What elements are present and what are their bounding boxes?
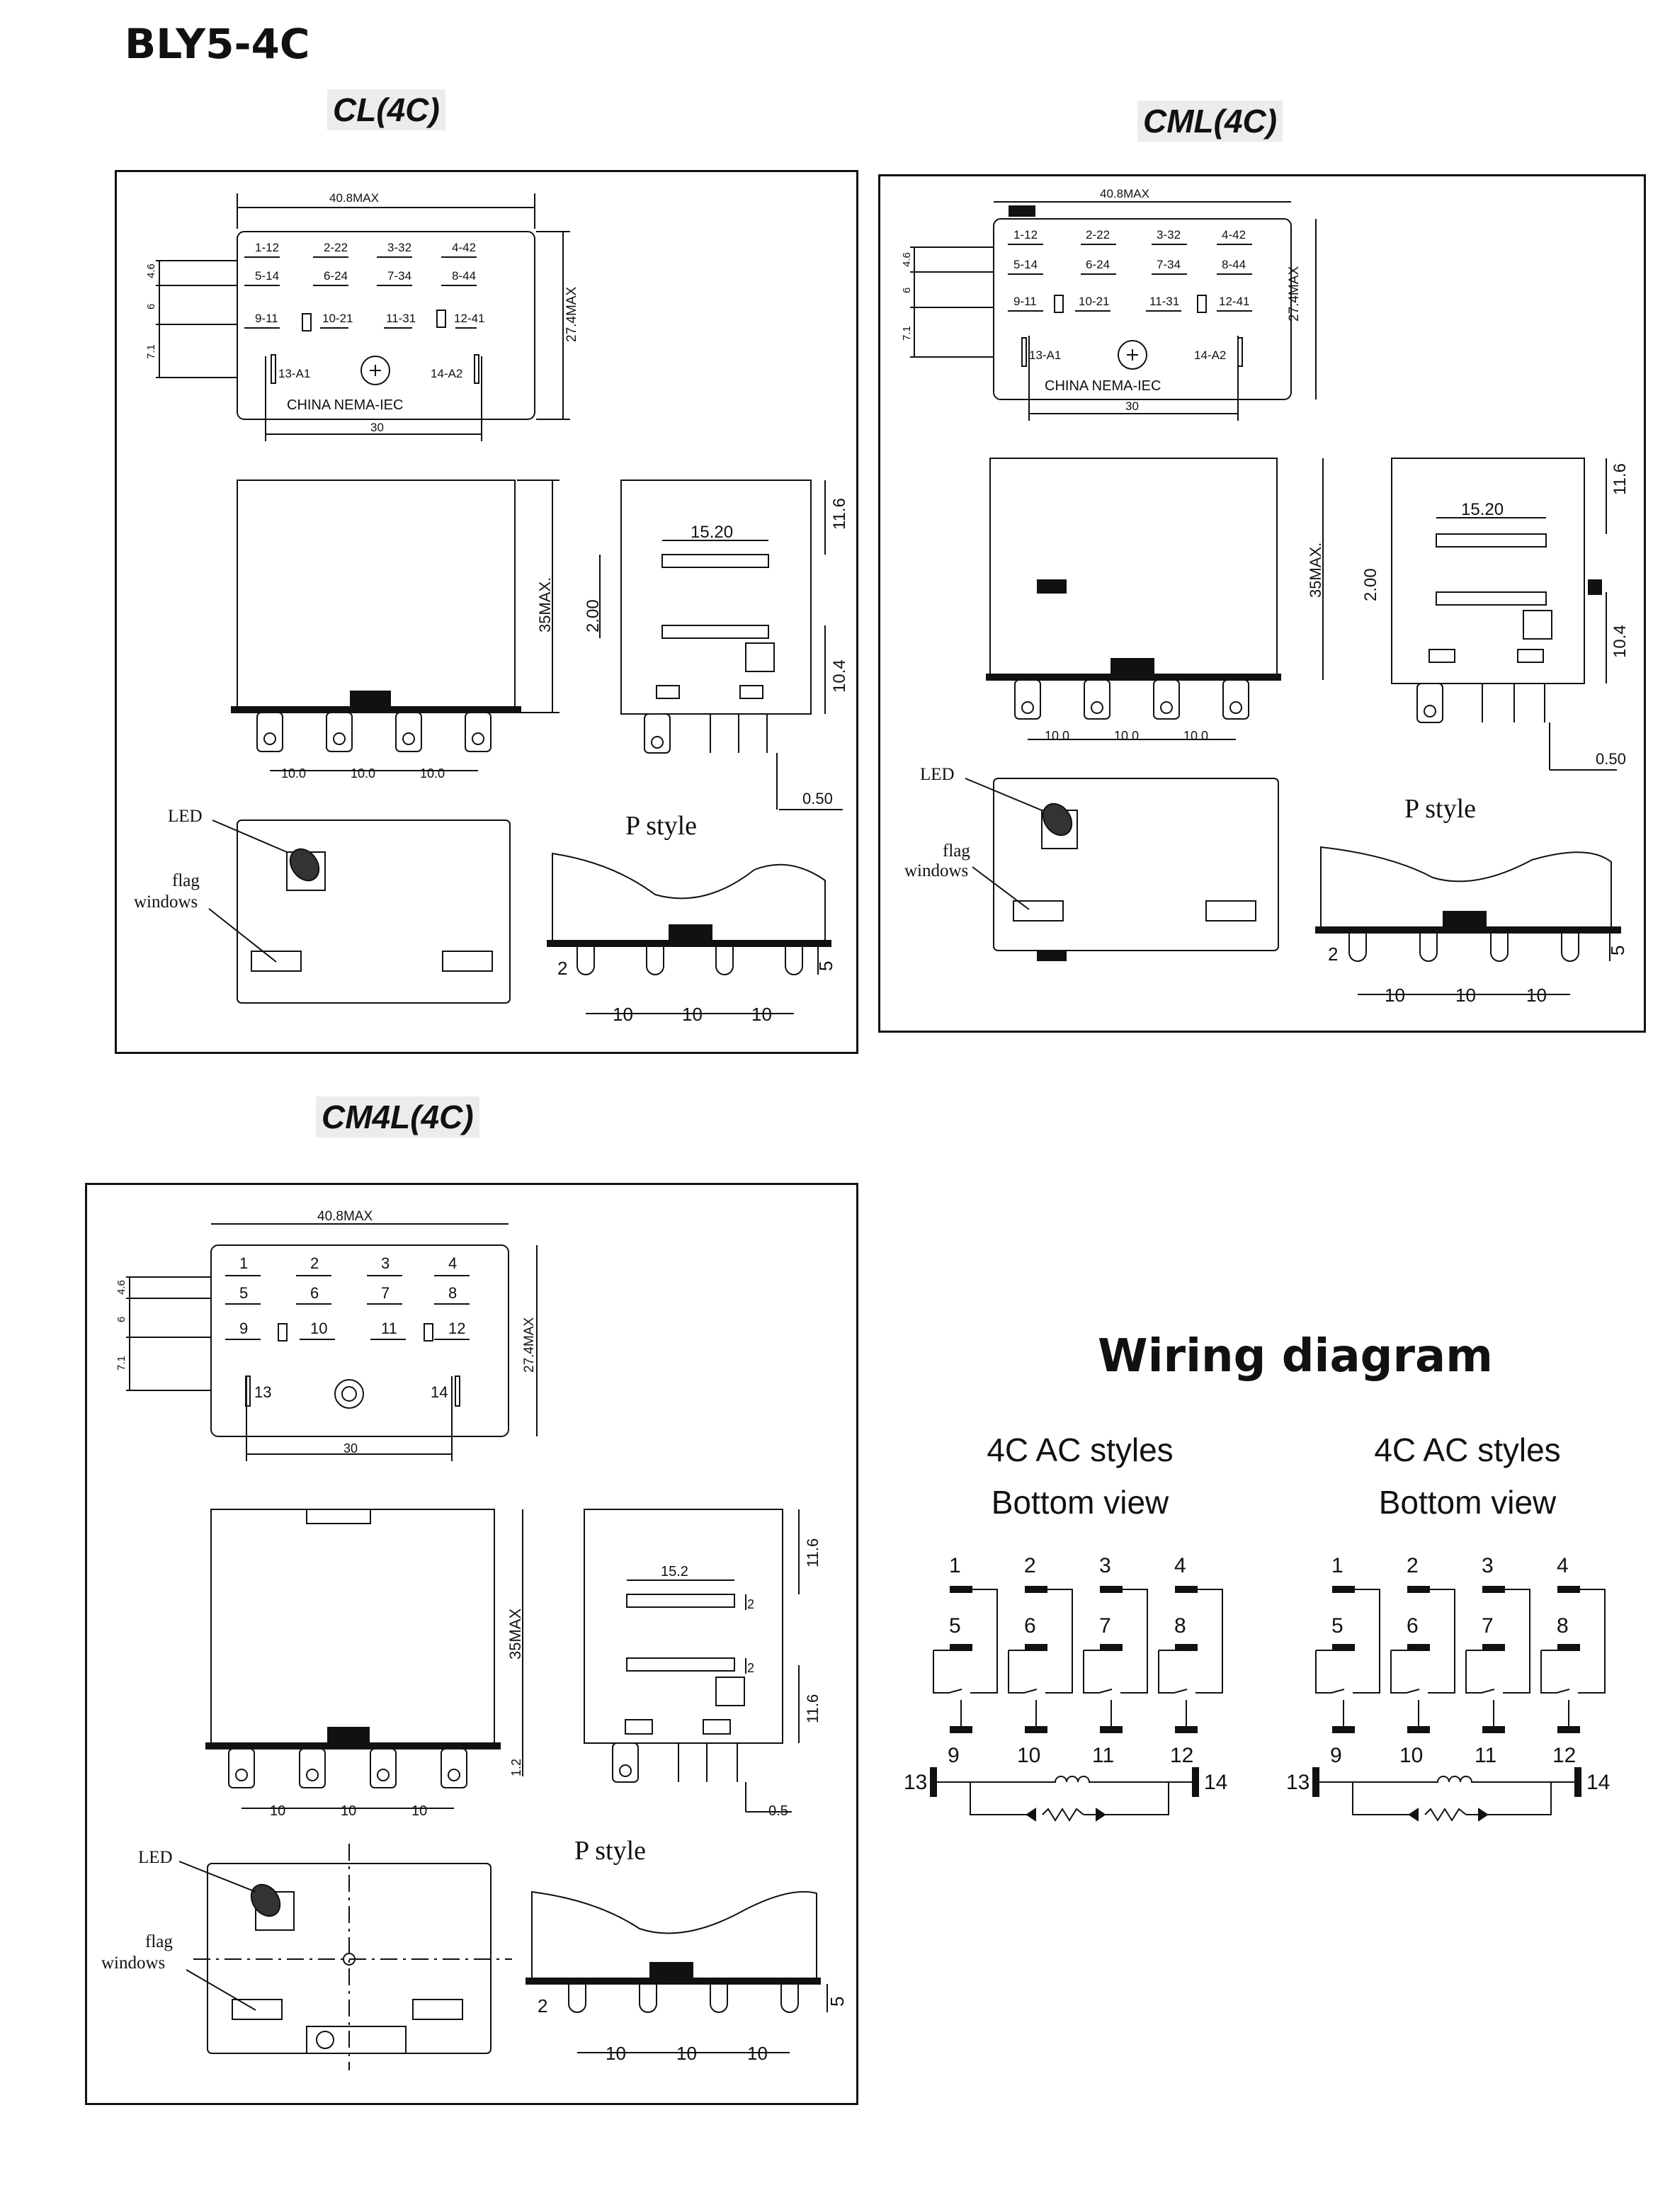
cml-pitch-3: 10.0 bbox=[1183, 729, 1209, 743]
cl-side-view bbox=[237, 480, 515, 707]
cm4l-slot-gap-2: 2 bbox=[747, 1661, 755, 1675]
cml-p-pin: 2 bbox=[1328, 943, 1339, 965]
wl-pin-1: 1 bbox=[949, 1554, 961, 1577]
cml-pin-9: 9-11 bbox=[1013, 295, 1037, 308]
cml-front-view bbox=[1392, 458, 1584, 684]
cm4l-p-pitch-2: 10 bbox=[676, 2043, 697, 2064]
cml-pin-6: 6-24 bbox=[1086, 258, 1110, 271]
cml-body-height: 35MAX. bbox=[1307, 542, 1324, 598]
cl-pin-9: 9-11 bbox=[255, 312, 278, 325]
cml-pin-4: 4-42 bbox=[1222, 228, 1246, 242]
cm4l-top-view bbox=[211, 1245, 509, 1436]
cm4l-side-view bbox=[211, 1509, 494, 1743]
wl-pin-7: 7 bbox=[1099, 1614, 1111, 1638]
wl-pin-13: 13 bbox=[904, 1771, 928, 1794]
wr-pin-6: 6 bbox=[1407, 1614, 1419, 1638]
cm4l-slot-width: 15.2 bbox=[661, 1564, 688, 1579]
section-title-cml: CML(4C) bbox=[1137, 101, 1283, 142]
cm4l-front-view bbox=[584, 1509, 783, 1743]
wr-pin-10: 10 bbox=[1399, 1744, 1424, 1767]
cm4l-drawing-frame bbox=[85, 1183, 858, 2105]
cml-led-label: LED bbox=[920, 765, 955, 784]
cl-coil-spacing: 30 bbox=[370, 421, 384, 434]
cml-coil-right: 14-A2 bbox=[1194, 348, 1227, 362]
wiring-left-contacts bbox=[933, 1587, 1222, 1732]
cl-pin-6: 6-24 bbox=[324, 269, 348, 283]
cl-bottom-offset: 10.4 bbox=[830, 659, 849, 693]
cl-pin-3: 3-32 bbox=[387, 241, 412, 254]
cm4l-slot-gap-1: 2 bbox=[747, 1597, 755, 1611]
cm4l-bottom-offset: 11.6 bbox=[804, 1694, 822, 1723]
cml-top-view bbox=[994, 219, 1291, 399]
cml-top-offset: 11.6 bbox=[1611, 463, 1630, 495]
cl-pin-1: 1-12 bbox=[255, 241, 280, 254]
cml-flag-label: flag bbox=[943, 841, 970, 861]
cm4l-dim-row2: 6 bbox=[115, 1316, 127, 1322]
wr-pin-4: 4 bbox=[1557, 1554, 1569, 1577]
wl-pin-4: 4 bbox=[1174, 1554, 1186, 1577]
cm4l-flag-label: flag bbox=[145, 1932, 173, 1951]
cm4l-pin-2: 2 bbox=[310, 1254, 319, 1272]
cm4l-pin-6: 6 bbox=[310, 1284, 319, 1302]
cl-pin-11: 11-31 bbox=[386, 312, 416, 325]
wl-pin-12: 12 bbox=[1170, 1744, 1194, 1767]
cml-marking: CHINA NEMA-IEC bbox=[1045, 378, 1161, 394]
cm4l-pin-12: 12 bbox=[448, 1320, 466, 1337]
cml-pin-7: 7-34 bbox=[1157, 258, 1181, 271]
cml-dim-row1: 4.6 bbox=[901, 252, 913, 267]
wl-pin-10: 10 bbox=[1017, 1744, 1041, 1767]
cml-pin-8: 8-44 bbox=[1222, 258, 1246, 271]
cl-p-pitch-3: 10 bbox=[751, 1004, 772, 1025]
cl-pitch-2: 10.0 bbox=[351, 766, 376, 781]
wiring-right-subtitle bbox=[1319, 1424, 1616, 1528]
cml-pin-3: 3-32 bbox=[1157, 228, 1181, 242]
wiring-left-sub2: Bottom view bbox=[991, 1484, 1169, 1521]
cml-led-view bbox=[994, 778, 1278, 951]
cm4l-p-style-label: P style bbox=[574, 1836, 646, 1866]
cl-p-pin: 2 bbox=[557, 958, 568, 979]
wr-pin-5: 5 bbox=[1331, 1614, 1344, 1638]
cm4l-standoff: 1.2 bbox=[509, 1758, 523, 1776]
cl-pin-thickness: 0.50 bbox=[802, 790, 833, 807]
wl-pin-14: 14 bbox=[1204, 1771, 1228, 1794]
cml-drawing bbox=[880, 176, 1644, 1031]
cl-p-pitch-2: 10 bbox=[682, 1004, 703, 1025]
wiring-right-sub1: 4C AC styles bbox=[1374, 1431, 1561, 1468]
wiring-right-diagram bbox=[1286, 1537, 1643, 1877]
cl-slot-gap: 2.00 bbox=[584, 599, 603, 633]
cml-slot-gap: 2.00 bbox=[1361, 568, 1380, 601]
wl-pin-2: 2 bbox=[1024, 1554, 1036, 1577]
cl-slot-width: 15.20 bbox=[691, 523, 734, 542]
cl-drawing-frame bbox=[115, 170, 858, 1054]
cl-drawing bbox=[117, 172, 856, 1052]
cm4l-width-label: 40.8MAX bbox=[317, 1209, 373, 1224]
cm4l-pitch-2: 10 bbox=[341, 1803, 357, 1819]
wiring-right-sub2: Bottom view bbox=[1378, 1484, 1557, 1521]
wr-pin-11: 11 bbox=[1475, 1744, 1497, 1767]
cml-slot-width: 15.20 bbox=[1461, 500, 1504, 519]
cml-dim-row3: 7.1 bbox=[901, 326, 913, 341]
wr-pin-13: 13 bbox=[1286, 1771, 1310, 1794]
cml-pin-5: 5-14 bbox=[1013, 258, 1038, 271]
cm4l-pin-9: 9 bbox=[239, 1320, 249, 1337]
page-title: BLY5-4C bbox=[125, 20, 310, 68]
cml-pitch-1: 10.0 bbox=[1045, 729, 1070, 743]
wl-pin-11: 11 bbox=[1092, 1744, 1115, 1767]
cm4l-windows-label: windows bbox=[101, 1953, 166, 1973]
cm4l-dim-row1: 4.6 bbox=[115, 1280, 127, 1295]
cl-coil-right: 14-A2 bbox=[431, 367, 463, 380]
wr-pin-12: 12 bbox=[1552, 1744, 1577, 1767]
cm4l-p-height: 5 bbox=[826, 1996, 848, 2007]
cl-top-offset: 11.6 bbox=[830, 498, 849, 530]
cml-pin-11: 11-31 bbox=[1149, 295, 1180, 308]
wr-pin-1: 1 bbox=[1331, 1554, 1344, 1577]
wiring-left-coil-circuit bbox=[931, 1768, 1198, 1820]
cl-dim-row1: 4.6 bbox=[145, 263, 157, 278]
cl-pin-8: 8-44 bbox=[452, 269, 477, 283]
cm4l-led-label: LED bbox=[138, 1848, 173, 1867]
cm4l-p-pitch-3: 10 bbox=[747, 2043, 768, 2064]
cl-height-label: 27.4MAX bbox=[564, 286, 579, 342]
cml-pitch-2: 10.0 bbox=[1114, 729, 1140, 743]
wr-pin-14: 14 bbox=[1586, 1771, 1611, 1794]
cml-dim-row2: 6 bbox=[901, 287, 913, 293]
cl-pitch-3: 10.0 bbox=[420, 766, 445, 781]
cl-pin-5: 5-14 bbox=[255, 269, 280, 283]
wl-pin-6: 6 bbox=[1024, 1614, 1036, 1638]
cm4l-p-pitch-1: 10 bbox=[606, 2043, 626, 2064]
cml-bottom-offset: 10.4 bbox=[1611, 625, 1630, 658]
cl-pin-4: 4-42 bbox=[452, 241, 477, 254]
cl-top-view bbox=[237, 232, 535, 419]
cl-body-height: 35MAX. bbox=[536, 577, 554, 633]
cm4l-top-offset: 11.6 bbox=[804, 1538, 822, 1567]
cml-side-view bbox=[990, 458, 1277, 674]
wr-pin-7: 7 bbox=[1482, 1614, 1494, 1638]
wr-pin-8: 8 bbox=[1557, 1614, 1569, 1638]
cl-pitch-1: 10.0 bbox=[281, 766, 307, 781]
cml-p-style-label: P style bbox=[1404, 794, 1476, 824]
wiring-left-diagram bbox=[904, 1537, 1261, 1877]
cl-dim-row3: 7.1 bbox=[145, 344, 157, 359]
cl-p-style-label: P style bbox=[625, 811, 697, 841]
wiring-diagram-title: Wiring diagram bbox=[1098, 1330, 1493, 1383]
cl-flag-label: flag bbox=[172, 871, 200, 890]
cm4l-p-pin: 2 bbox=[538, 1995, 548, 2017]
section-title-cm4l: CM4L(4C) bbox=[316, 1096, 479, 1138]
cm4l-pin-5: 5 bbox=[239, 1284, 249, 1302]
cl-p-height: 5 bbox=[815, 960, 836, 971]
cm4l-pitch-3: 10 bbox=[411, 1803, 428, 1819]
cml-p-pitch-1: 10 bbox=[1385, 985, 1405, 1006]
cm4l-pin-10: 10 bbox=[310, 1320, 328, 1337]
cl-windows-label: windows bbox=[134, 892, 198, 912]
wl-pin-9: 9 bbox=[948, 1744, 960, 1767]
cl-front-view bbox=[621, 480, 811, 714]
cml-drawing-frame bbox=[878, 174, 1646, 1033]
cl-pin-7: 7-34 bbox=[387, 269, 412, 283]
cm4l-pitch-1: 10 bbox=[270, 1803, 286, 1819]
wl-pin-8: 8 bbox=[1174, 1614, 1186, 1638]
cl-p-pitch-1: 10 bbox=[613, 1004, 633, 1025]
cm4l-pin-8: 8 bbox=[448, 1284, 458, 1302]
cl-pin-2: 2-22 bbox=[324, 241, 348, 254]
wl-pin-3: 3 bbox=[1099, 1554, 1111, 1577]
cml-p-pitch-3: 10 bbox=[1526, 985, 1547, 1006]
cm4l-pin-11: 11 bbox=[381, 1320, 397, 1337]
cml-p-pitch-2: 10 bbox=[1455, 985, 1476, 1006]
cm4l-pin-1: 1 bbox=[239, 1254, 249, 1272]
cml-coil-spacing: 30 bbox=[1125, 399, 1139, 413]
cm4l-pin-thickness: 0.5 bbox=[768, 1803, 788, 1819]
cm4l-drawing bbox=[87, 1185, 856, 2103]
cm4l-pin-4: 4 bbox=[448, 1254, 458, 1272]
cl-marking: CHINA NEMA-IEC bbox=[287, 397, 404, 413]
cml-pin-1: 1-12 bbox=[1013, 228, 1038, 242]
wiring-left-subtitle bbox=[931, 1424, 1229, 1528]
wl-pin-5: 5 bbox=[949, 1614, 961, 1638]
wr-pin-9: 9 bbox=[1330, 1744, 1342, 1767]
cml-width-label: 40.8MAX bbox=[1100, 187, 1149, 200]
cm4l-dim-row3: 7.1 bbox=[115, 1356, 127, 1371]
cml-pin-2: 2-22 bbox=[1086, 228, 1110, 242]
cml-pin-12: 12-41 bbox=[1219, 295, 1250, 308]
cl-width-label: 40.8MAX bbox=[329, 191, 379, 205]
cml-pin-thickness: 0.50 bbox=[1596, 750, 1626, 768]
cm4l-coil-spacing: 30 bbox=[343, 1441, 358, 1456]
cl-coil-left: 13-A1 bbox=[278, 367, 311, 380]
cml-height-label: 27.4MAX bbox=[1287, 266, 1302, 322]
wr-pin-3: 3 bbox=[1482, 1554, 1494, 1577]
cm4l-body-height: 35MAX bbox=[506, 1608, 524, 1660]
cm4l-pin-3: 3 bbox=[381, 1254, 390, 1272]
cm4l-height-label: 27.4MAX bbox=[522, 1317, 537, 1373]
cml-coil-left: 13-A1 bbox=[1029, 348, 1062, 362]
wiring-right-coil-circuit bbox=[1313, 1768, 1581, 1820]
section-title-cl: CL(4C) bbox=[327, 89, 445, 130]
cm4l-pin-7: 7 bbox=[381, 1284, 390, 1302]
wiring-left-sub1: 4C AC styles bbox=[987, 1431, 1174, 1468]
cml-windows-label: windows bbox=[904, 861, 969, 880]
cl-dim-row2: 6 bbox=[145, 303, 157, 310]
cml-pin-10: 10-21 bbox=[1079, 295, 1110, 308]
cml-p-height: 5 bbox=[1607, 945, 1628, 955]
cm4l-coil-left: 13 bbox=[254, 1383, 272, 1401]
wr-pin-2: 2 bbox=[1407, 1554, 1419, 1577]
cl-led-label: LED bbox=[168, 807, 203, 826]
wiring-right-contacts bbox=[1316, 1587, 1605, 1732]
cl-pin-12: 12-41 bbox=[454, 312, 485, 325]
cm4l-coil-right: 14 bbox=[431, 1383, 448, 1401]
cl-pin-10: 10-21 bbox=[322, 312, 353, 325]
